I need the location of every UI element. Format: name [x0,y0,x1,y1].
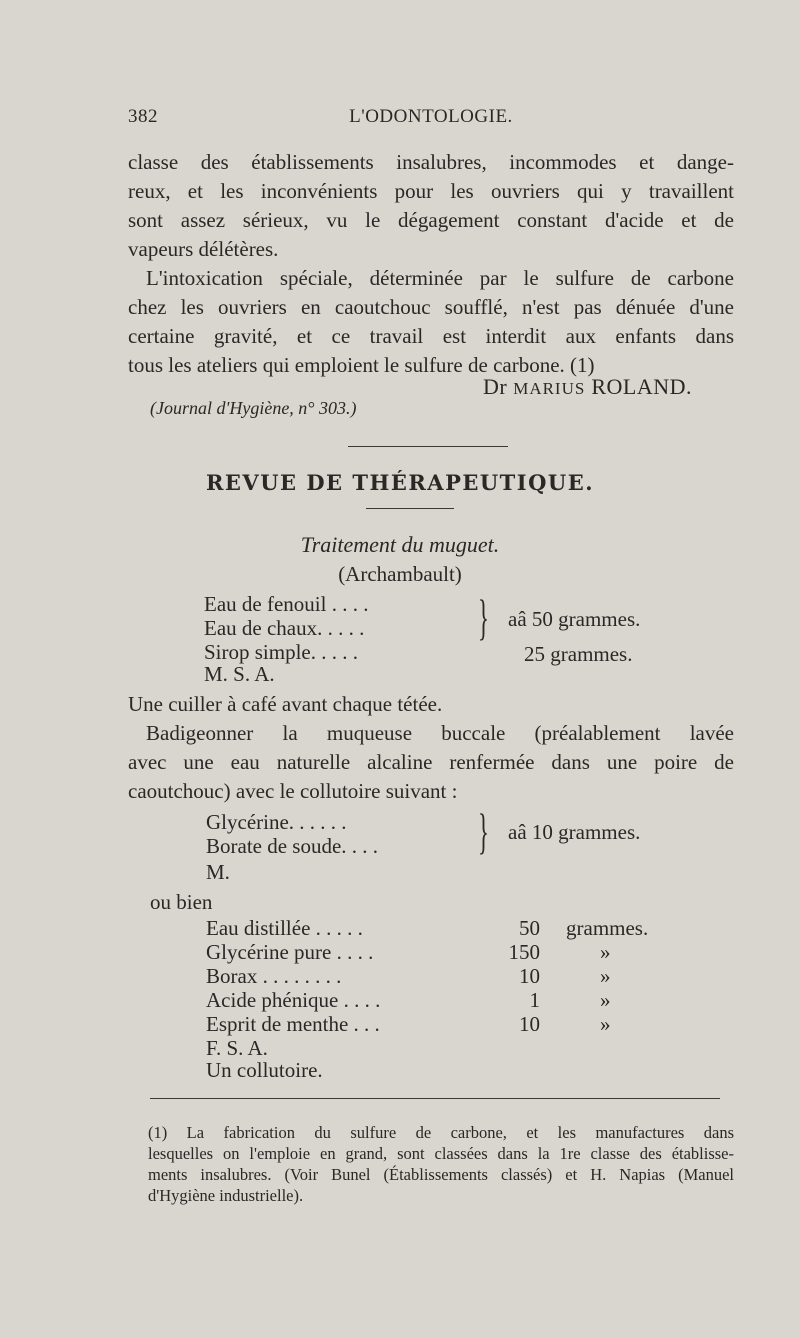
subtitle: Traitement du muguet. [300,532,500,557]
recipe-quantity: 10 [519,1012,540,1036]
text-line: Badigeonner la muqueuse buccale (préalablement lavée [146,721,734,745]
text-line: vapeurs délétères. [128,237,279,261]
second-paragraph [128,264,734,380]
recipe-ingredient: M. S. A. [204,662,275,686]
recipe-ingredient: Glycérine pure . . . . [206,940,374,964]
intro-paragraph [128,148,734,264]
recipe-note: F. S. A. [206,1036,268,1060]
recipe-ingredient: Esprit de menthe . . . [206,1012,380,1036]
text-line: caoutchouc) avec le collutoire suivant : [128,779,458,803]
recipe-unit: grammes. [566,916,649,940]
section-title: REVUE DE THÉRAPEUTIQUE. [205,470,595,495]
text-line: Une cuiller à café avant chaque tétée. [128,692,443,716]
text-line: sont assez sérieux, vu le dégagement constant d'acide et de [128,208,734,232]
text-line: (1) La fabrication du sulfure de carbone, et les manufactures dans [148,1123,734,1142]
journal-reference: (Journal d'Hygiène, n° 303.) [150,398,357,418]
text-line: chez les ouvriers en caoutchouc soufflé, n'est pas dénuée d'une [128,295,734,319]
instruction-paragraph [128,719,734,806]
text-line: d'Hygiène industrielle). [148,1186,304,1205]
instruction [128,690,734,719]
signature-surname: ROLAND. [591,374,692,399]
text-line: L'intoxication spéciale, déterminée par le sulfure de carbone [146,266,734,290]
recipe-quantity: aâ 50 grammes. [508,607,641,631]
recipe-ingredient: Sirop simple. . . . . [204,640,359,664]
author-signature [483,374,692,400]
text-line: classe des établissements insalubres, incommodes et dange- [128,150,734,174]
text-line: lesquelles on l'emploie en grand, sont classées dans la 1re classe des établisse- [148,1144,734,1163]
recipe-note: Un collutoire. [206,1058,323,1082]
recipe-quantity: aâ 10 grammes. [508,820,641,844]
recipe-quantity: 50 [519,916,540,940]
recipe-ingredient: Eau de fenouil . . . . [204,592,369,616]
text-line: reux, et les inconvénients pour les ouvriers qui y travaillent [128,179,734,203]
recipe-ingredient: M. [206,860,230,884]
recipe-ingredient: Eau de chaux. . . . . [204,616,365,640]
signature-firstname: MARIUS [513,379,586,398]
recipe-quantity: 150 [508,940,540,964]
text-line: ments insalubres. (Voir Bunel (Établissements classés) et H. Napias (Manuel [148,1165,734,1184]
divider [366,508,454,509]
recipe-quantity: 25 grammes. [524,642,633,666]
recipe-quantity: 10 [519,964,540,988]
running-title: L'ODONTOLOGIE. [349,106,513,127]
divider [348,446,508,447]
curly-brace-icon: } [478,803,489,859]
recipe-unit: » [600,964,611,988]
author-credit: (Archambault) [338,562,462,586]
text-line: certaine gravité, et ce travail est interdit aux enfants dans [128,324,734,348]
footnote-divider [150,1098,720,1099]
recipe-ingredient: Eau distillée . . . . . [206,916,363,940]
recipe-unit: » [600,1012,611,1036]
page-number: 382 [128,106,158,127]
recipe-ingredient: Borax . . . . . . . . [206,964,342,988]
footnote [148,1122,734,1206]
text-line: avec une eau naturelle alcaline renfermée dans une poire de [128,750,734,774]
recipe-quantity: 1 [529,988,540,1012]
curly-brace-icon: } [478,589,489,645]
recipe-ingredient: Borate de soude. . . . [206,834,379,858]
text-line: tous les ateliers qui emploient le sulfure de carbone. (1) [128,353,595,377]
signature-prefix: Dr [482,374,508,399]
recipe-ingredient: Acide phénique . . . . [206,988,381,1012]
ou-bien: ou bien [150,890,213,914]
recipe-ingredient: Glycérine. . . . . . [206,810,347,834]
recipe-unit: » [600,940,611,964]
recipe-unit: » [600,988,611,1012]
